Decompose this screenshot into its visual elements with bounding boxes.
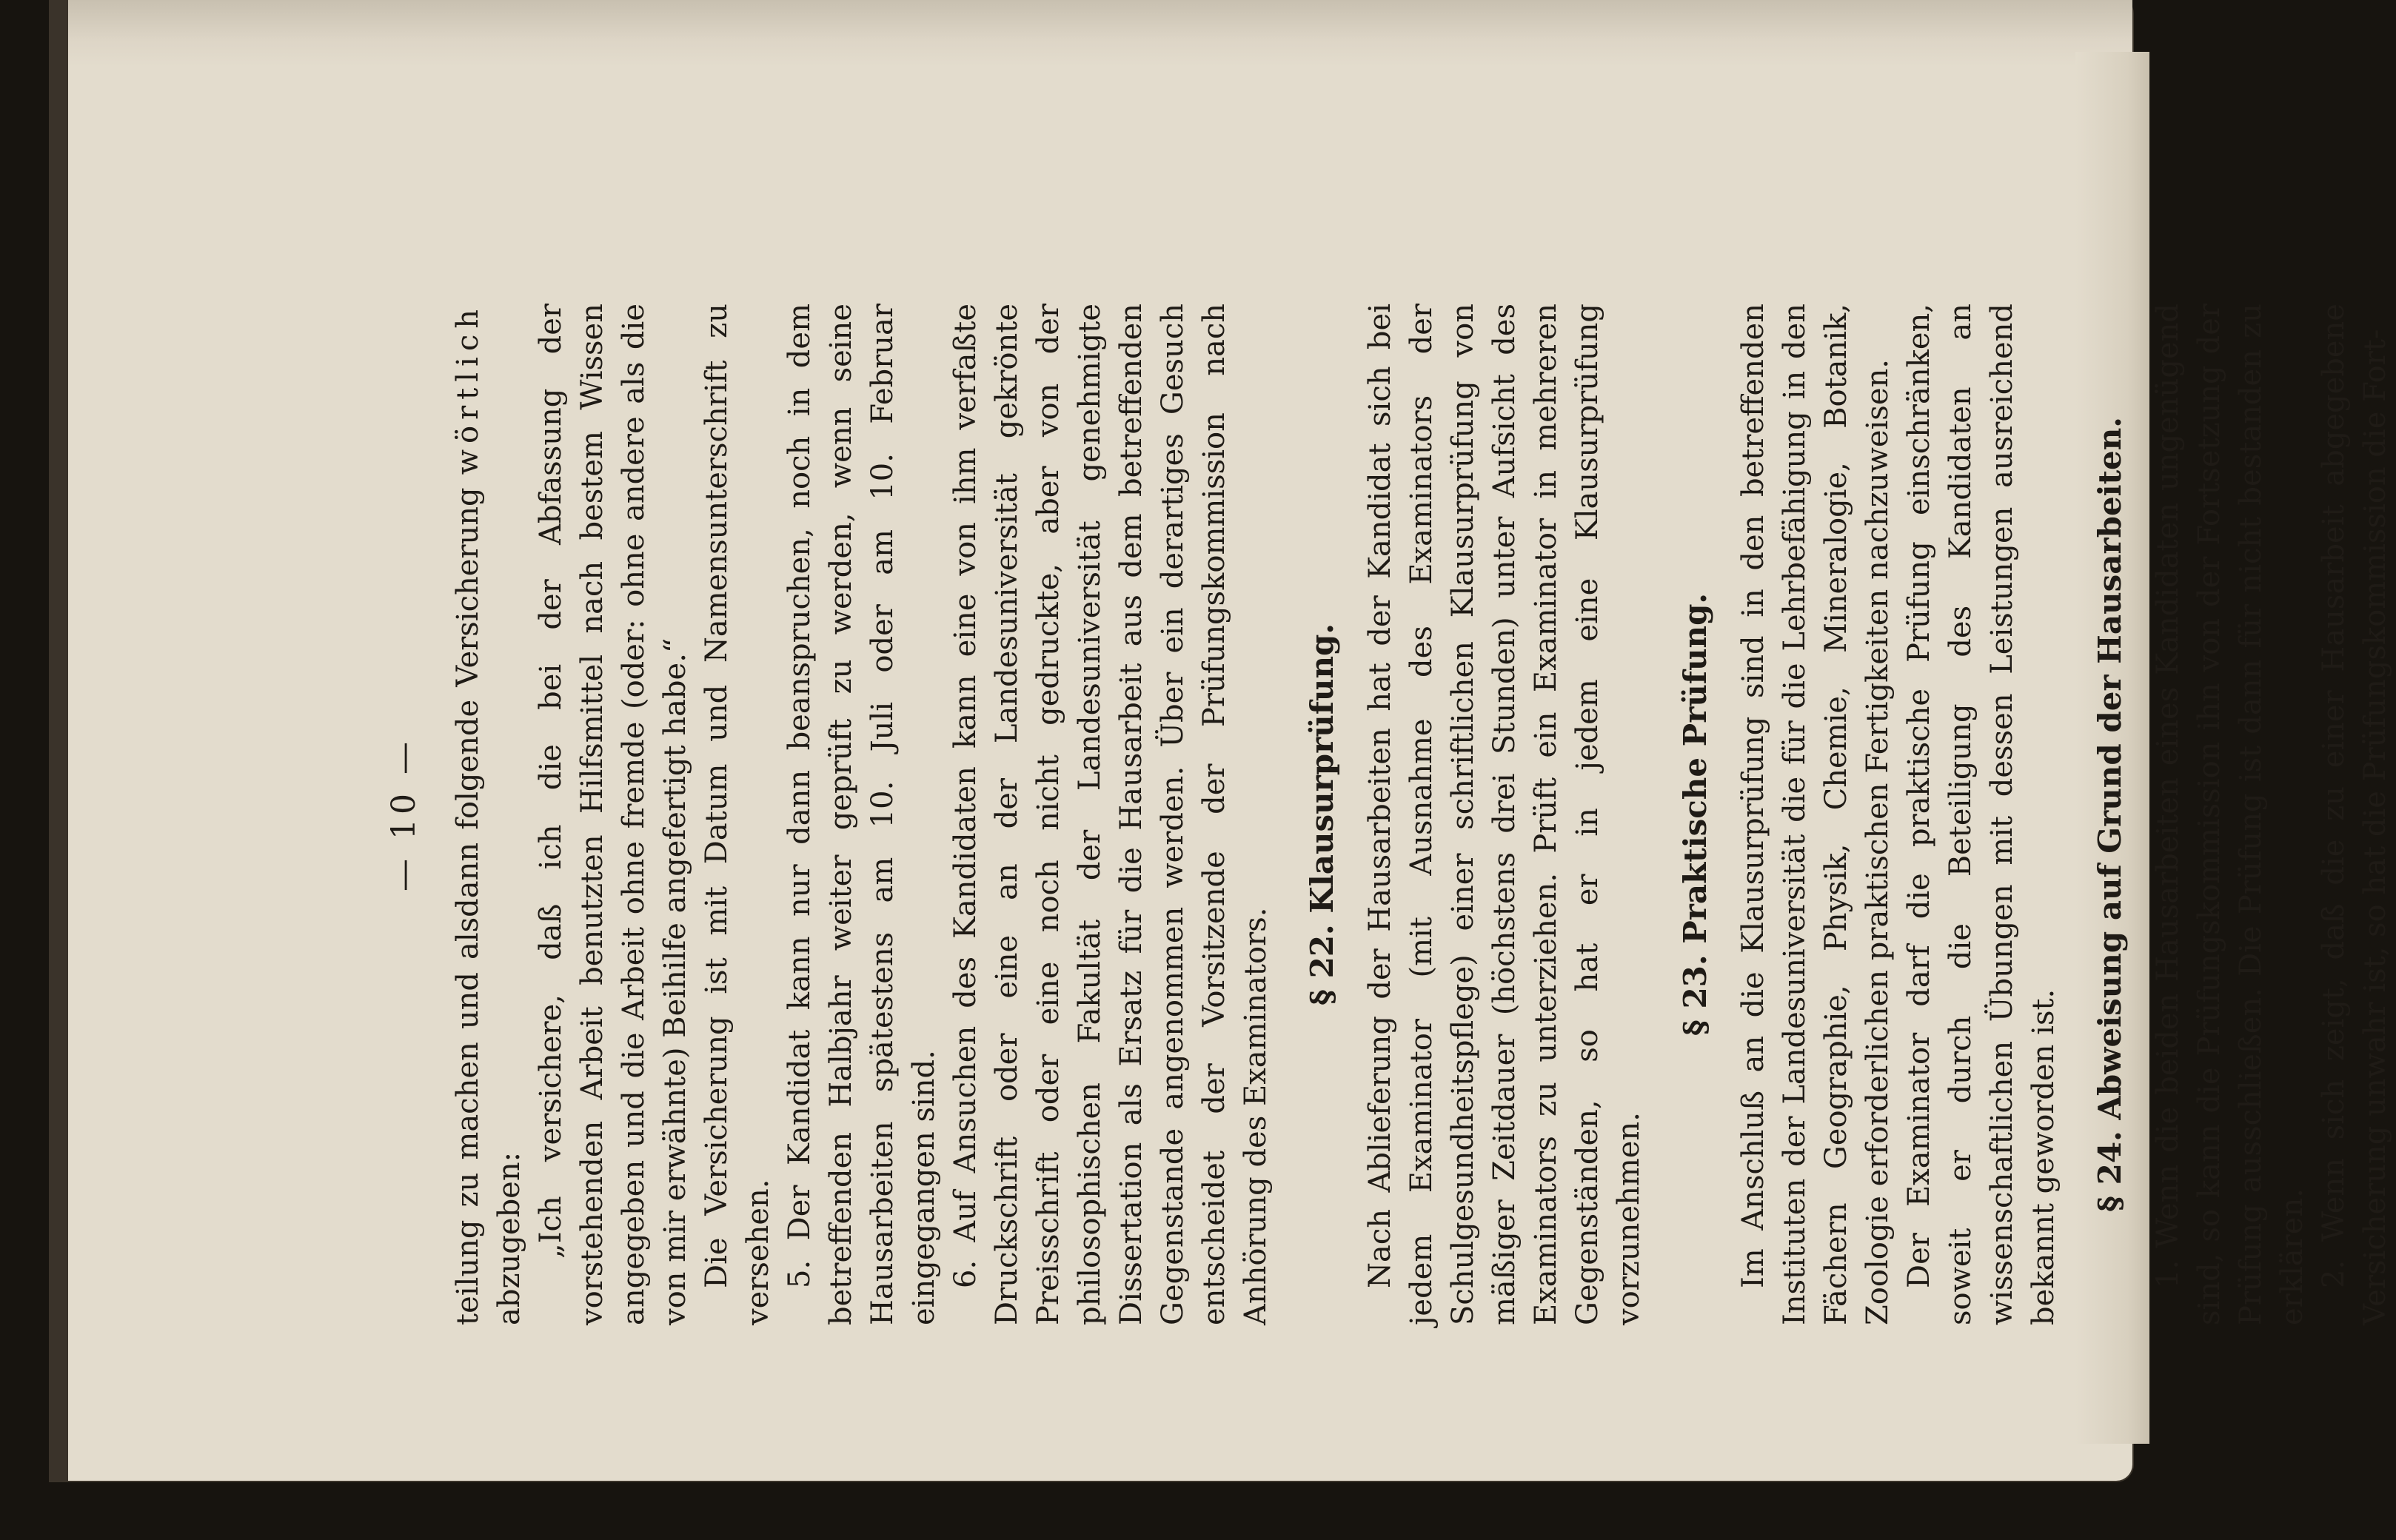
spaced-word: wörtlich [451, 304, 485, 475]
binding-gutter [50, 0, 68, 1481]
page-number: — 10 — [385, 737, 423, 891]
text-span: abzugeben: [492, 1151, 526, 1325]
paragraph-declaration-intro [447, 304, 530, 1325]
paragraph-abweisung-1: 1. Wenn die beiden Hausarbeiten eines Kandidaten ungenügend sind, so kann die Prüfungskommission ihn von der Fortsetzung der Prüfung ausschließen. Die Prüfung ist dann für nicht bestanden zu erklären. [2151, 304, 2309, 1325]
section-heading-24: § 24. Abweisung auf Grund der Hausarbeiten. [2092, 417, 2128, 1212]
text-span: teilung zu machen und alsdann folgende Versicherung [451, 487, 485, 1325]
paragraph-signature: Die Versicherung ist mit Datum und Namensunterschrift zu versehen. [700, 304, 775, 1325]
paragraph-praktisch-2: Der Examinator darf die praktische Prüfung einschränken, soweit er durch die Beteiligung des Kandidaten an wissenschaftlichen Übungen mit dessen Leistungen ausreichend bekannt geworden ist. [1902, 304, 2061, 1325]
paragraph-abweisung-2: 2. Wenn sich zeigt, daß die zu einer Hausarbeit abgegebene Versicherung unwahr ist, so hat die Prüfungskommission die Fort- [2317, 304, 2392, 1325]
paragraph-declaration-quote: „Ich versichere, daß ich die bei der Abfassung der vorstehenden Arbeit benutzten Hilfsmittel nach bestem Wissen angegeben und die Arbeit ohne fremde (oder: ohne andere als die von mir erwähnte) Beihilfe angefertigt habe.“ [534, 304, 692, 1325]
paragraph-5: 5. Der Kandidat kann nur dann beanspruchen, noch in dem betreffenden Halbjahr weiter geprüft zu werden, wenn seine Hausarbeiten spätestens am 10. Juli oder am 10. Februar eingegangen sind. [783, 304, 941, 1325]
rotated-text-frame [384, 304, 2392, 1325]
paragraph-6: 6. Auf Ansuchen des Kandidaten kann eine von ihm verfaßte Druckschrift oder eine an der Landesuniversität gekrönte Preisschrift oder eine noch nicht gedruckte, aber von der philosophischen Fakultät der Landesuniversität genehmigte Dissertation als Ersatz für die Hausarbeit aus dem betreffenden Gegenstande angenommen werden. Über ein derartiges Gesuch entscheidet der Vorsitzende der Prüfungskommission nach Anhörung des Examinators. [948, 304, 1273, 1325]
section-heading-23: § 23. Praktische Prüfung. [1677, 592, 1713, 1037]
page-top-fold [50, 0, 2132, 67]
book-page [50, 0, 2392, 1481]
section-heading-22: § 22. Klausurprüfung. [1304, 623, 1340, 1005]
paragraph-praktisch-1: Im Anschluß an die Klausurprüfung sind in den betreffenden Instituten der Landesuniversität die für die Lehrbefähigung in den Fächern Geographie, Physik, Chemie, Mineralogie, Botanik, Zoologie erforderlichen praktischen Fertigkeiten nachzuweisen. [1736, 304, 1895, 1325]
paragraph-klausur: Nach Ablieferung der Hausarbeiten hat der Kandidat sich bei jedem Examinator (mit Ausnahme des Examinators der Schulgesundheitspflege) einer schriftlichen Klausurprüfung von mäßiger Zeitdauer (höchstens drei Stunden) unter Aufsicht des Examinators zu unterziehen. Prüft ein Examinator in mehreren Gegenständen, so hat er in jedem eine Klausurprüfung vorzunehmen. [1363, 304, 1646, 1325]
text-column [384, 304, 2392, 1325]
